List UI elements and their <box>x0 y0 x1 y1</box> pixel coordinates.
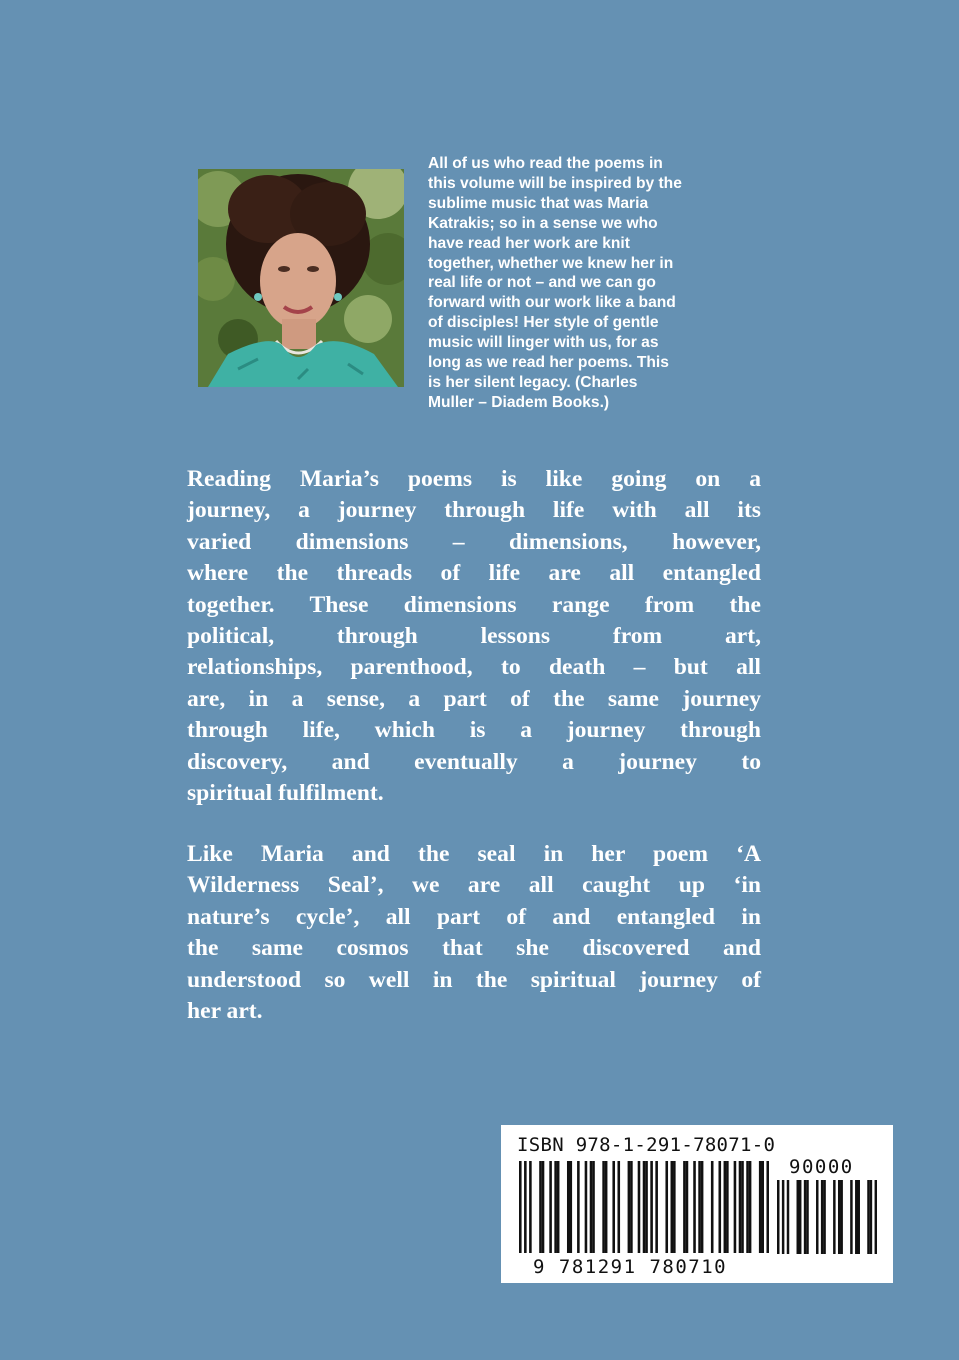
barcode-bar <box>630 1161 633 1253</box>
paragraph-line: journey, a journey through life with all its <box>187 497 761 524</box>
paragraph-line: Like Maria and the seal in her poem ‘A <box>187 841 761 867</box>
barcode-bar <box>673 1161 676 1253</box>
barcode-bar <box>870 1180 872 1254</box>
quote-line: long as we read her poems. This <box>428 354 669 372</box>
barcode-bar <box>683 1161 686 1253</box>
quote-line: of disciples! Her style of gentle <box>428 314 659 332</box>
barcode-bar <box>724 1161 727 1253</box>
barcode-bar <box>797 1180 799 1254</box>
paragraph-line: her art. <box>187 998 263 1025</box>
barcode-bar <box>741 1161 744 1253</box>
barcode-bar <box>665 1161 668 1253</box>
blurb-paragraph-1 <box>187 464 761 809</box>
barcode-bar <box>554 1161 557 1253</box>
author-photo <box>198 169 404 387</box>
barcode-bar <box>567 1161 570 1253</box>
barcode-bar <box>840 1180 842 1254</box>
barcode-bar <box>804 1180 806 1254</box>
paragraph-line: relationships, parenthood, to death – but all <box>187 654 761 681</box>
barcode-bar <box>529 1161 532 1253</box>
barcode-bar <box>867 1180 869 1254</box>
barcode-bar <box>759 1161 762 1253</box>
paragraph-line: the same cosmos that she discovered and <box>187 935 761 962</box>
barcode-bar <box>833 1180 835 1254</box>
barcode-bar <box>617 1161 620 1253</box>
paragraph-line: understood so well in the spiritual journey of <box>187 966 761 993</box>
barcode-bar <box>855 1180 857 1254</box>
barcode-bar <box>638 1161 641 1253</box>
isbn-barcode <box>501 1125 893 1283</box>
barcode-bar <box>602 1161 605 1253</box>
barcode-bar <box>821 1180 823 1254</box>
barcode-bar <box>590 1161 593 1253</box>
barcode-bar <box>557 1161 560 1253</box>
barcode-bar <box>650 1161 653 1253</box>
barcode-bar <box>777 1180 779 1254</box>
barcode-bar <box>539 1161 542 1253</box>
barcode-bar <box>749 1161 752 1253</box>
paragraph-line: Wilderness Seal’, we are all caught up ‘in <box>187 872 761 899</box>
barcode-bar <box>787 1180 789 1254</box>
author-quote <box>428 154 773 413</box>
addon-digits: 90000 <box>789 1156 854 1178</box>
addon-barcode-bars <box>777 1180 877 1262</box>
barcode-bar <box>857 1180 859 1254</box>
isbn-label: ISBN 978-1-291-78071-0 <box>517 1134 776 1156</box>
paragraph-line: are, in a sense, a part of the same journey <box>187 685 761 712</box>
paragraph-line: political, through lessons from art, <box>187 623 761 650</box>
barcode-bar <box>577 1161 580 1253</box>
barcode-bar <box>761 1161 764 1253</box>
quote-line: Katrakis; so in a sense we who <box>428 214 658 232</box>
barcode-bar <box>645 1161 648 1253</box>
barcode-bar <box>519 1161 522 1253</box>
barcode-bar <box>542 1161 545 1253</box>
barcode-bar <box>726 1161 729 1253</box>
paragraph-line: through life, which is a journey through <box>187 717 761 744</box>
paragraph-line: nature’s cycle’, all part of and entangled in <box>187 903 761 930</box>
barcode-bar <box>739 1161 742 1253</box>
barcode-bar <box>718 1161 721 1253</box>
barcode-bar <box>816 1180 818 1254</box>
barcode-bar <box>850 1180 852 1254</box>
barcode-bar <box>693 1161 696 1253</box>
barcode-bar <box>782 1180 784 1254</box>
barcode-bar <box>605 1161 608 1253</box>
barcode-bar <box>549 1161 552 1253</box>
barcode-bar <box>686 1161 689 1253</box>
barcode-bar <box>799 1180 801 1254</box>
barcode-bar <box>875 1180 877 1254</box>
barcode-bar <box>585 1161 588 1253</box>
barcode-bar <box>806 1180 808 1254</box>
barcode-bar <box>655 1161 658 1253</box>
barcode-bar <box>570 1161 573 1253</box>
quote-line: real life or not – and we can go <box>428 274 656 292</box>
barcode-bar <box>746 1161 749 1253</box>
quote-line: All of us who read the poems in <box>428 155 663 172</box>
paragraph-line: together. These dimensions range from the <box>187 591 761 618</box>
barcode-bar <box>671 1161 674 1253</box>
quote-line: music will linger with us, for as <box>428 334 659 352</box>
barcode-bar <box>524 1161 527 1253</box>
barcode-bar <box>612 1161 615 1253</box>
barcode-bar <box>643 1161 646 1253</box>
quote-line: sublime music that was Maria <box>428 194 649 212</box>
paragraph-line: spiritual fulfilment. <box>187 780 384 807</box>
barcode-bar <box>734 1161 737 1253</box>
blurb-paragraph-2 <box>187 839 761 1027</box>
barcode-bar <box>592 1161 595 1253</box>
barcode-bar <box>838 1180 840 1254</box>
barcode-bar <box>766 1161 769 1253</box>
barcode-bar <box>701 1161 704 1253</box>
barcode-bar <box>628 1161 631 1253</box>
barcode-bar <box>823 1180 825 1254</box>
paragraph-line: varied dimensions – dimensions, however, <box>187 528 761 555</box>
paragraph-line: where the threads of life are all entangled <box>187 560 761 587</box>
quote-line: this volume will be inspired by the <box>428 174 682 192</box>
quote-line: have read her work are knit <box>428 234 630 252</box>
barcode-bar <box>698 1161 701 1253</box>
quote-line: together, whether we knew her in <box>428 254 674 272</box>
ean-barcode-bars <box>519 1161 769 1261</box>
paragraph-line: discovery, and eventually a journey to <box>187 748 761 775</box>
ean-digits: 9 781291 780710 <box>533 1256 728 1278</box>
barcode-bar <box>711 1161 714 1253</box>
quote-line: forward with our work like a band <box>428 294 676 312</box>
paragraph-line: Reading Maria’s poems is like going on a <box>187 466 761 492</box>
quote-line: is her silent legacy. (Charles <box>428 373 638 391</box>
quote-line: Muller – Diadem Books.) <box>428 393 610 411</box>
